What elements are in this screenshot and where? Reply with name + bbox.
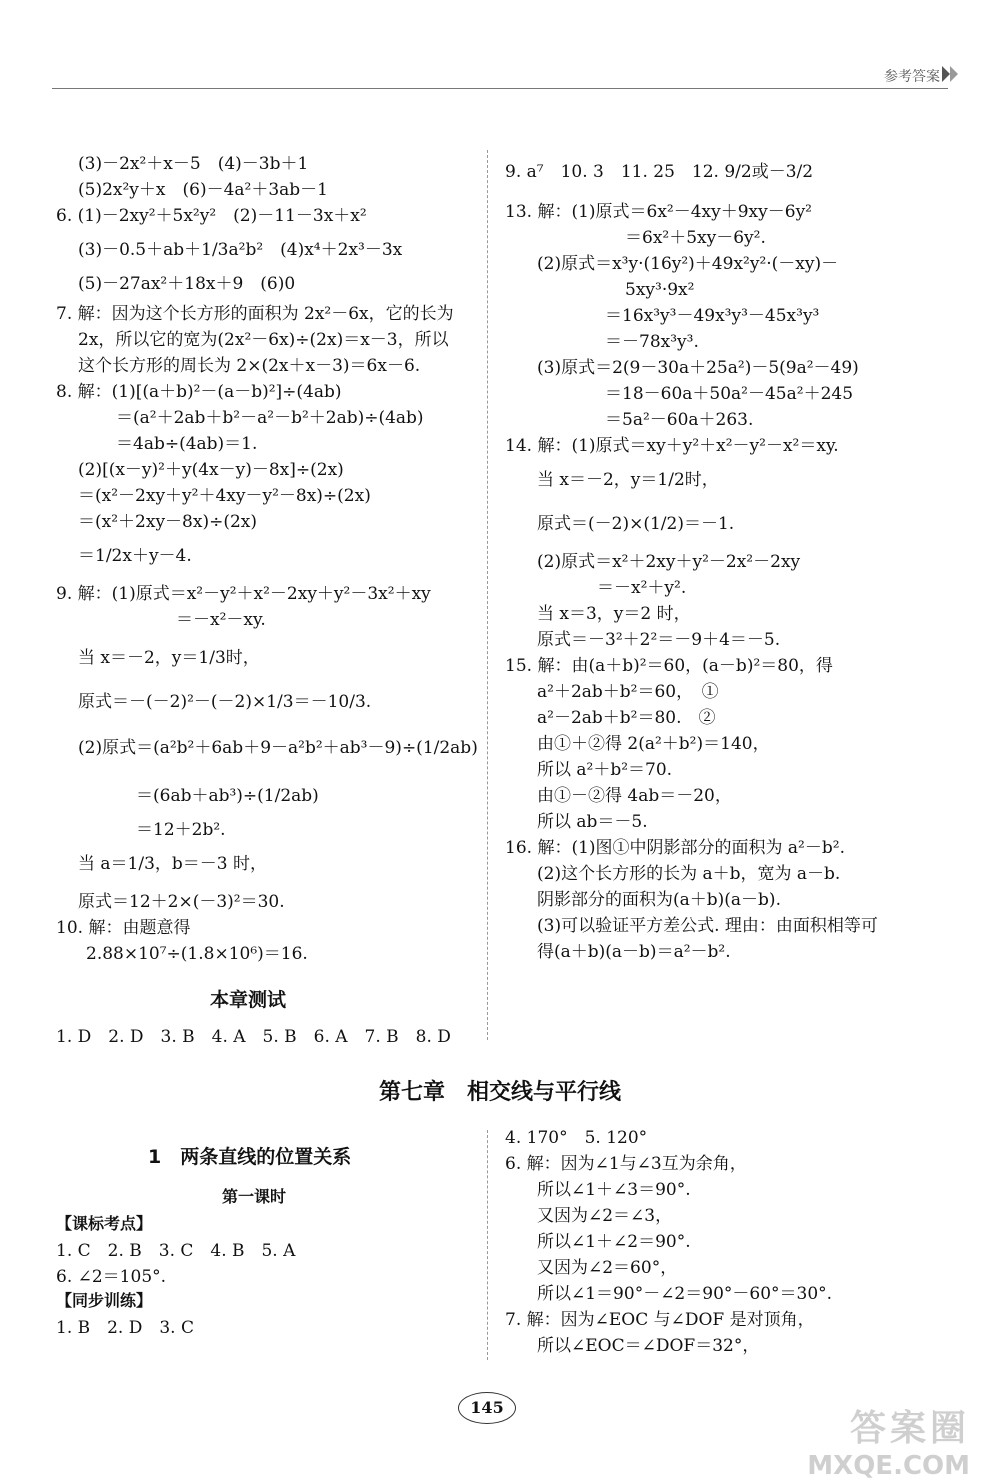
text-line: ＝18－60a＋50a²－45a²＋245 (605, 384, 854, 404)
text-line: 9. 解：(1)原式＝x²－y²＋x²－2xy＋y²－3x²＋xy (56, 584, 431, 604)
text-line: (3)－0.5＋ab＋1/3a²b² (4)x⁴＋2x³－3x (78, 240, 403, 260)
text-line: 当 x＝－2，y＝1/2时， (537, 470, 719, 490)
text-line: 10. 解：由题意得 (56, 918, 191, 938)
text-line: 又因为∠2＝60°， (537, 1258, 678, 1278)
text-line: (3)可以验证平方差公式. 理由：由面积相等可 (537, 916, 878, 936)
text-line: (2)原式＝x²＋2xy＋y²－2x²－2xy (537, 552, 801, 572)
text-line: ＝(x²－2xy＋y²＋4xy－y²－8x)÷(2x) (78, 486, 371, 506)
text-line: ＝1/2x＋y－4. (78, 546, 192, 566)
watermark (807, 1400, 970, 1481)
text-line: 6. ∠2＝105°. (56, 1267, 167, 1287)
text-line: a²＋2ab＋b²＝60， ① (537, 682, 719, 702)
text-line: 6. 解：因为∠1与∠3互为余角， (505, 1154, 747, 1174)
text-line: 当 x＝3，y＝2 时， (537, 604, 691, 624)
text-line: ＝16x³y³－49x³y³－45x³y³ (605, 306, 820, 326)
lesson-title: 第一课时 (222, 1187, 287, 1206)
text-line: ＝6x²＋5xy－6y². (625, 228, 766, 248)
text-line: 当 a＝1/3，b＝－3 时， (78, 854, 268, 874)
text-line: (3)－2x²＋x－5 (4)－3b＋1 (78, 154, 309, 174)
text-line: 原式＝－3²＋2²＝－9＋4＝－5. (537, 630, 781, 650)
watermark-top: 答案圈 (849, 1408, 970, 1449)
text-line: 得(a＋b)(a－b)＝a²－b². (537, 942, 731, 962)
text-line: 14. 解：(1)原式＝xy＋y²＋x²－y²－x²＝xy. (505, 436, 839, 456)
text-line: ＝(a²＋2ab＋b²－a²－b²＋2ab)÷(4ab) (116, 408, 424, 428)
text-line: (5)2x²y＋x (6)－4a²＋3ab－1 (78, 180, 328, 200)
page-number: 145 (458, 1392, 516, 1424)
column-divider (487, 150, 488, 1040)
chapter-title: 第七章 相交线与平行线 (378, 1080, 621, 1105)
text-line: ＝4ab÷(4ab)＝1. (116, 434, 258, 454)
text-line: (2)原式＝(a²b²＋6ab＋9－a²b²＋ab³－9)÷(1/2ab) (78, 738, 478, 758)
text-line: 这个长方形的周长为 2×(2x＋x－3)＝6x－6. (78, 356, 421, 376)
text-line: 6. (1)－2xy²＋5x²y² (2)－11－3x＋x² (56, 206, 367, 226)
right-bottom-column (505, 1126, 945, 1366)
text-line: 所以 a²＋b²＝70. (537, 760, 673, 780)
text-line: 所以∠1＝90°－∠2＝90°－60°＝30°. (537, 1284, 833, 1304)
text-line: (5)－27ax²＋18x＋9 (6)0 (78, 274, 296, 294)
text-line: 原式＝(－2)×(1/2)＝－1. (537, 514, 735, 534)
text-line: ＝－x²＋y². (597, 578, 687, 598)
left-top-column (56, 152, 476, 972)
header-rule (52, 88, 948, 89)
text-line: 16. 解：(1)图①中阴影部分的面积为 a²－b². (505, 838, 845, 858)
text-line: 所以∠1＋∠3＝90°. (537, 1180, 691, 1200)
text-line: 阴影部分的面积为(a＋b)(a－b). (537, 890, 781, 910)
text-line: 13. 解：(1)原式＝6x²－4xy＋9xy－6y² (505, 202, 812, 222)
text-line: 原式＝－(－2)²－(－2)×1/3＝－10/3. (78, 692, 372, 712)
text-line: (2)原式＝x³y·(16y²)＋49x²y²·(－xy)－ (537, 254, 839, 274)
text-line: 又因为∠2＝∠3， (537, 1206, 673, 1226)
text-line: 7. 解：因为∠EOC 与∠DOF 是对顶角， (505, 1310, 815, 1330)
text-line: 所以 ab＝－5. (537, 812, 648, 832)
text-line: ＝(6ab＋ab³)÷(1/2ab) (136, 786, 319, 806)
text-line: ＝5a²－60a＋263. (605, 410, 754, 430)
header-label: 参考答案 (884, 69, 940, 85)
text-line: 由①－②得 4ab＝－20， (537, 786, 732, 806)
text-line: 2.88×10⁷÷(1.8×10⁶)＝16. (86, 944, 308, 964)
text-line: 所以∠EOC＝∠DOF＝32°， (537, 1336, 760, 1356)
text-line: (2)这个长方形的长为 a＋b，宽为 a－b. (537, 864, 841, 884)
text-line: 15. 解：由(a＋b)²＝60，(a－b)²＝80，得 (505, 656, 833, 676)
column-divider (487, 1130, 488, 1360)
text-line: 2x，所以它的宽为(2x²－6x)÷(2x)＝x－3，所以 (78, 330, 449, 350)
arrows-icon (942, 66, 960, 86)
chapter-test-title: 本章测试 (210, 989, 287, 1011)
text-line: 当 x＝－2，y＝1/3时， (78, 648, 260, 668)
text-line: 7. 解：因为这个长方形的面积为 2x²－6x，它的长为 (56, 304, 454, 324)
text-line: (2)[(x－y)²＋y(4x－y)－8x]÷(2x) (78, 460, 344, 480)
text-line: ＝－78x³y³. (605, 332, 699, 352)
text-line: 4. 170° 5. 120° (505, 1128, 648, 1148)
section-title: 1 两条直线的位置关系 (148, 1146, 352, 1168)
text-line: a²－2ab＋b²＝80. ② (537, 708, 716, 728)
text-line: (3)原式＝2(9－30a＋25a²)－5(9a²－49) (537, 358, 859, 378)
text-line: 8. 解：(1)[(a＋b)²－(a－b)²]÷(4ab) (56, 382, 342, 402)
text-line: 原式＝12＋2×(－3)²＝30. (78, 892, 285, 912)
text-line: 所以∠1＋∠2＝90°. (537, 1232, 691, 1252)
chapter-test-answers: 1. D 2. D 3. B 4. A 5. B 6. A 7. B 8. D (56, 1027, 451, 1047)
text-line: ＝(x²＋2xy－8x)÷(2x) (78, 512, 257, 532)
text-line: 1. B 2. D 3. C (56, 1318, 195, 1338)
text-line: ＝12＋2b². (136, 820, 226, 840)
text-line: 9. a⁷ 10. 3 11. 25 12. 9/2或－3/2 (505, 162, 814, 182)
tag-curriculum: 【课标考点】 (56, 1214, 153, 1233)
text-line: 由①＋②得 2(a²＋b²)＝140， (537, 734, 770, 754)
text-line: ＝－x²－xy. (176, 610, 266, 630)
text-line: 1. C 2. B 3. C 4. B 5. A (56, 1241, 296, 1261)
right-top-column (505, 160, 945, 980)
tag-practice: 【同步训练】 (56, 1291, 153, 1310)
watermark-bottom: MXQE.COM (807, 1451, 970, 1481)
text-line: 5xy³·9x² (625, 280, 695, 300)
